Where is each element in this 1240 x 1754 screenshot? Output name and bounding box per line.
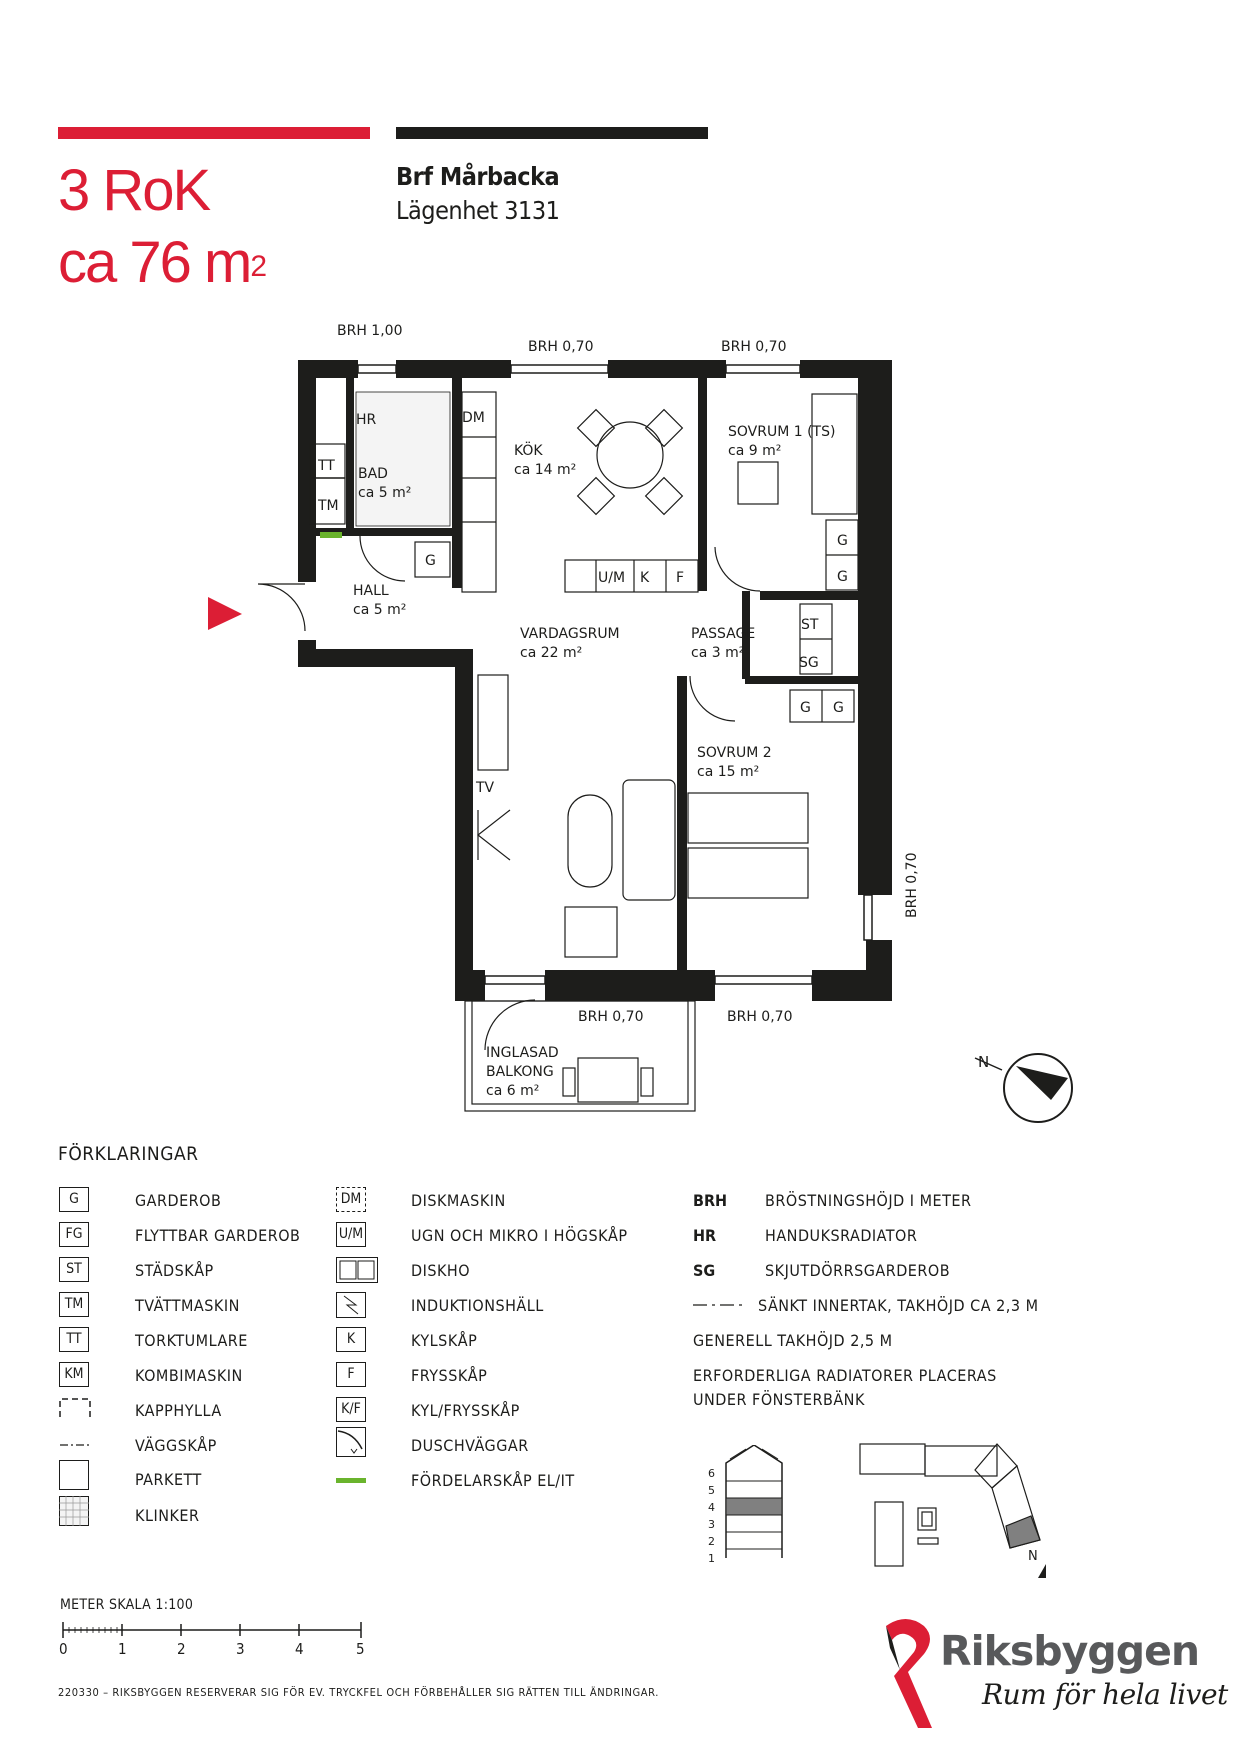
legend-text: BRÖSTNINGSHÖJD I METER (765, 1191, 972, 1210)
legend-box: G (59, 1187, 89, 1212)
unit-area-sup: 2 (250, 250, 268, 283)
legend-abbr: BRH (693, 1191, 728, 1210)
site-compass-label: N (1028, 1549, 1038, 1564)
floor-indicator (690, 1445, 830, 1565)
hall-name: HALL (353, 583, 389, 599)
sink-icon (336, 1257, 378, 1283)
site-plan (850, 1430, 1075, 1580)
sovrum2-name: SOVRUM 2 (697, 745, 772, 761)
legend-text: HANDUKSRADIATOR (765, 1226, 918, 1245)
floor-label: 6 (708, 1467, 715, 1480)
balkong-area: ca 6 m² (486, 1083, 540, 1099)
apartment-number: Lägenhet 3131 (396, 196, 560, 225)
brh-east-label: BRH 0,70 (904, 852, 920, 918)
legend-text: VÄGGSKÅP (135, 1436, 217, 1455)
legend-text: STÄDSKÅP (135, 1261, 214, 1280)
sovrum1-g-label-2: G (837, 569, 848, 585)
bad-name: BAD (358, 466, 388, 482)
brh-kok-label: BRH 0,70 (528, 339, 594, 355)
legend-box: K (336, 1327, 366, 1352)
scale-tick: 4 (295, 1640, 304, 1658)
logo-slogan: Rum för hela livet (982, 1678, 1228, 1711)
parquet-icon (59, 1460, 89, 1490)
sovrum2-g-label-2: G (833, 700, 844, 716)
legend-text: TORKTUMLARE (135, 1331, 248, 1350)
legend-box: TT (59, 1327, 89, 1352)
sg-label: SG (799, 655, 819, 671)
legend-text: SKJUTDÖRRSGARDEROB (765, 1261, 951, 1280)
legend-text: UGN OCH MIKRO I HÖGSKÅP (411, 1226, 628, 1245)
wall-cabinet-icon (59, 1432, 91, 1458)
legend-text: KLINKER (135, 1506, 200, 1525)
legend-text: FLYTTBAR GARDEROB (135, 1226, 301, 1245)
scale-bar (58, 1618, 368, 1640)
passage-name: PASSAGE (691, 626, 756, 642)
entrance-arrow-icon (208, 597, 242, 630)
sovrum1-name: SOVRUM 1 (TS) (728, 424, 836, 440)
legend-abbr: SG (693, 1261, 716, 1280)
kok-name: KÖK (514, 443, 543, 459)
sovrum2-g-label: G (800, 700, 811, 716)
dm-label: DM (462, 410, 485, 426)
legend-text: KYL/FRYSSKÅP (411, 1401, 520, 1420)
scale-tick: 5 (356, 1640, 365, 1658)
legend-box: KM (59, 1362, 89, 1387)
riksbyggen-logo-icon (880, 1612, 942, 1730)
balkong-name-1: INGLASAD (486, 1045, 559, 1061)
legend-box: FG (59, 1222, 89, 1247)
floor-label: 1 (708, 1552, 715, 1565)
legend-text: FRYSSKÅP (411, 1366, 488, 1385)
radiator-note-1: ERFORDERLIGA RADIATORER PLACERAS (693, 1366, 997, 1385)
brf-name: Brf Mårbacka (396, 162, 560, 191)
logo-name: Riksbyggen (940, 1627, 1200, 1675)
floor-label: 4 (708, 1501, 715, 1514)
brh-south-right-label: BRH 0,70 (727, 1009, 793, 1025)
bad-area: ca 5 m² (358, 485, 412, 501)
tm-label: TM (318, 498, 339, 514)
legend-text: DISKMASKIN (411, 1191, 506, 1210)
legend-text: TVÄTTMASKIN (135, 1296, 240, 1315)
legend-box: ST (59, 1257, 89, 1282)
unit-area-text: ca 76 m (58, 230, 251, 295)
legend-title: FÖRKLARINGAR (58, 1143, 199, 1165)
scale-label: METER SKALA 1:100 (60, 1597, 194, 1613)
balkong-name-2: BALKONG (486, 1064, 554, 1080)
sovrum2-area: ca 15 m² (697, 764, 760, 780)
brh-bad-label: BRH 1,00 (337, 323, 403, 339)
tile-icon (59, 1496, 89, 1526)
tt-label: TT (318, 458, 335, 474)
scale-tick: 0 (59, 1640, 68, 1658)
legend-text: PARKETT (135, 1470, 202, 1489)
sovrum1-area: ca 9 m² (728, 443, 782, 459)
shower-wall-icon (336, 1427, 366, 1457)
induction-hob-icon (336, 1292, 366, 1318)
hall-g-label: G (425, 553, 436, 569)
sovrum1-g-label: G (837, 533, 848, 549)
legend-box: F (336, 1362, 366, 1387)
hall-area: ca 5 m² (353, 602, 407, 618)
legend-text: FÖRDELARSKÅP EL/IT (411, 1471, 575, 1490)
brh-sovrum1-label: BRH 0,70 (721, 339, 787, 355)
lowered-ceiling-icon (693, 1300, 745, 1310)
legend-abbr: HR (693, 1226, 717, 1245)
coat-rack-icon (59, 1397, 91, 1423)
unit-type: 3 RoK (58, 158, 210, 223)
site-compass-icon (1038, 1564, 1046, 1578)
footer-disclaimer: 220330 – RIKSBYGGEN RESERVERAR SIG FÖR EV. TRYCKFEL OCH FÖRBEHÅLLER SIG RÄTTEN TILL ÄNDRINGAR. (58, 1686, 659, 1699)
f-label: F (676, 570, 685, 586)
scale-tick: 2 (177, 1640, 186, 1658)
vardagsrum-area: ca 22 m² (520, 645, 583, 661)
kok-area: ca 14 m² (514, 462, 577, 478)
distribution-cabinet-icon (336, 1478, 366, 1483)
floor-label: 2 (708, 1535, 715, 1548)
legend-text: DISKHO (411, 1261, 471, 1280)
floor-label: 3 (708, 1518, 715, 1531)
scale-tick: 1 (118, 1640, 127, 1658)
passage-area: ca 3 m² (691, 645, 745, 661)
compass-n-label: N (978, 1053, 990, 1071)
st-label: ST (801, 617, 819, 633)
legend-text: KAPPHYLLA (135, 1401, 222, 1420)
legend-text: KOMBIMASKIN (135, 1366, 243, 1385)
legend-box: DM (336, 1187, 366, 1212)
legend-box: U/M (336, 1222, 366, 1247)
k-label: K (640, 570, 650, 586)
distribution-cabinet (320, 532, 342, 538)
ceiling-note: SÄNKT INNERTAK, TAKHÖJD CA 2,3 M (758, 1296, 1039, 1315)
legend-box: K/F (336, 1397, 366, 1422)
legend-text: GARDEROB (135, 1191, 222, 1210)
scale-tick: 3 (236, 1640, 245, 1658)
floor-label: 5 (708, 1484, 715, 1497)
um-label: U/M (598, 570, 626, 586)
legend-text: INDUKTIONSHÄLL (411, 1296, 544, 1315)
vardagsrum-name: VARDAGSRUM (520, 626, 620, 642)
tv-label: TV (476, 780, 495, 796)
legend-box: TM (59, 1292, 89, 1317)
legend-text: KYLSKÅP (411, 1331, 478, 1350)
radiator-note-2: UNDER FÖNSTERBÄNK (693, 1390, 865, 1409)
compass-icon (975, 1054, 1072, 1122)
legend-text: DUSCHVÄGGAR (411, 1436, 529, 1455)
brh-south-left-label: BRH 0,70 (578, 1009, 644, 1025)
general-height: GENERELL TAKHÖJD 2,5 M (693, 1331, 893, 1350)
hr-label: HR (356, 412, 377, 428)
